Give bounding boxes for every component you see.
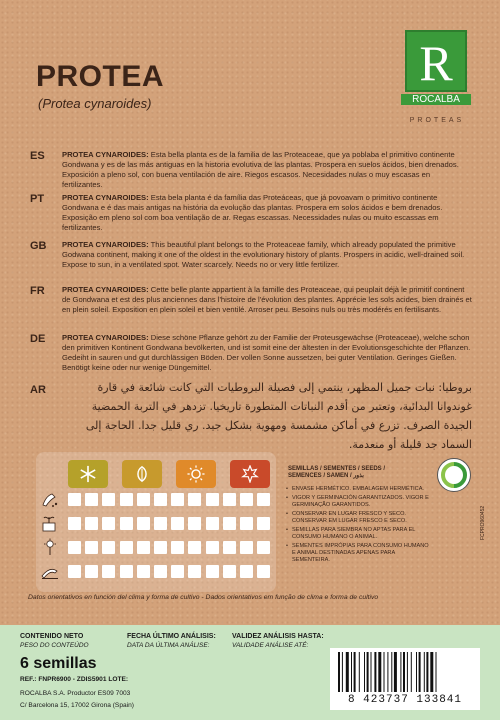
calendar-cell — [102, 517, 115, 530]
calendar-cell — [85, 493, 98, 506]
calendar-cell — [85, 517, 98, 530]
calendar-cell — [223, 541, 236, 554]
lang-code-pt: PT — [30, 193, 45, 205]
lang-code-es: ES — [30, 150, 45, 162]
calendar-cell — [154, 493, 167, 506]
calendar-cell — [120, 541, 133, 554]
logo-box — [405, 30, 467, 92]
calendar-cell — [102, 565, 115, 578]
snowflake-icon — [79, 465, 97, 483]
calendar-cell — [85, 541, 98, 554]
calendar-cell — [257, 517, 270, 530]
legend-title-line-1: SEMILLAS / SEMENTES / SEEDS / — [288, 466, 386, 472]
lang-text-gb — [62, 240, 472, 270]
calendar-cell — [206, 565, 219, 578]
net-content-label-pt: PESO DO CONTEÚDO — [20, 642, 89, 649]
calendar-cell — [154, 517, 167, 530]
flowering-icon — [40, 538, 60, 556]
calendar-cell — [257, 493, 270, 506]
analysis-date-label: FECHA ÚLTIMO ANÁLISIS: — [127, 633, 216, 640]
sowing-icon — [40, 490, 60, 508]
calendar-cell — [188, 565, 201, 578]
logo-line: PROTEAS — [409, 117, 465, 124]
season-autumn — [230, 460, 270, 488]
lang-text-de — [62, 333, 472, 373]
calendar-cell — [240, 493, 253, 506]
calendar-cell — [171, 541, 184, 554]
leaf-icon — [133, 465, 151, 483]
validity-label: VALIDEZ ANÁLISIS HASTA: — [232, 633, 324, 640]
lang-code-fr: FR — [30, 285, 45, 297]
calendar-cell — [223, 565, 236, 578]
calendar-cell — [68, 565, 81, 578]
species-name: PROTEA CYNAROIDES: — [62, 193, 149, 202]
lang-code-de: DE — [30, 333, 46, 345]
calendar-cell — [102, 541, 115, 554]
autumn-leaf-icon — [241, 465, 259, 483]
calendar-cell — [154, 565, 167, 578]
brand-logo — [405, 30, 467, 112]
calendar-cell — [188, 493, 201, 506]
species-name: PROTEA CYNAROIDES: — [62, 150, 149, 159]
description: Cette belle plante appartient à la famille des Proteaceae, qui peuplait déjà le primitif continent de Gondwana et est des plus anciennes dans l'histoire de l'évolution des plantes. Apprécie les sols acides, bien drainés et en plein soleil. Exposition en plein soleil et bien ventilé. Arroser peu. Besoins nuls ou très modérés en fertilisants. — [62, 285, 472, 314]
calendar-cell — [171, 517, 184, 530]
season-spring — [122, 460, 162, 488]
legend-item: • VIGOR Y GERMINACIÓN GARANTIZADOS. VIGOR E GERMINAÇÃO GARANTIDOS. — [286, 495, 431, 509]
legend-item: • ENVASE HERMÉTICO. EMBALAGEM HERMÉTICA. — [286, 486, 431, 493]
calendar-cell — [188, 541, 201, 554]
calendar-cell — [137, 493, 150, 506]
calendar-cell — [68, 541, 81, 554]
sun-icon — [187, 465, 205, 483]
barcode-number: 8 423737 133841 — [347, 694, 463, 706]
legend-title-line-2: SEMENCES / SAMEN / بذور — [288, 473, 364, 479]
season-summer — [176, 460, 216, 488]
producer: ROCALBA S.A. Productor ES09 7003 — [20, 690, 131, 697]
lang-text-pt — [62, 193, 472, 233]
calendar-cell — [85, 565, 98, 578]
page-subtitle: (Protea cynaroides) — [38, 96, 152, 111]
description: This beautiful plant belongs to the Proteaceae family, which already populated the primitive Godwana continent, making it one of the oldest in the evolutionary history of plants. Prospers in acidic, well-drained soil. Expose to sun, in a ventilated spot. Water scarcely. Needs no or very little fertilizer. — [62, 240, 465, 269]
legend-title — [288, 466, 385, 480]
calendar-cell — [137, 517, 150, 530]
calendar-cell — [137, 541, 150, 554]
lang-text-es — [62, 150, 472, 190]
green-dot-recycle-icon — [437, 458, 471, 492]
species-name: PROTEA CYNAROIDES: — [62, 285, 149, 294]
calendar-cell — [223, 517, 236, 530]
lang-text-fr — [62, 285, 472, 315]
calendar-cell — [223, 493, 236, 506]
calendar-cell — [206, 517, 219, 530]
calendar-cell — [120, 565, 133, 578]
description: Diese schöne Pflanze gehört zu der Familie der Proteusgewächse (Proteaceae), welche schon den primitiven Kontinent Gondwana bevölkerten, und ist somit eine der ältesten in der Evolutionsgeschichte der Pflanzen. Gedeiht in sauren und gut durchlässigen Böden. Der vollen Sonne aussetzen, bei guter Ventilation. Geringes Gießen. Benötigt keine oder nur wenige Düngemittel. — [62, 333, 471, 372]
lang-code-gb: GB — [30, 240, 47, 252]
season-winter — [68, 460, 108, 488]
calendar-cell — [68, 493, 81, 506]
calendar-cell — [188, 517, 201, 530]
address: C/ Barcelona 15, 17002 Girona (Spain) — [20, 702, 134, 709]
description: Esta bela planta é da família das Proteáceas, que já povoavam o primitivo continente Gondwana e é das mais antigas na história da evolução das plantas. Prospera em solos ácidos e bem drenados. Exposição em pleno sol com boa ventilação de ar. Regas escassas. Necessidades nulas ou muito escassas em fertilizantes. — [62, 193, 443, 232]
calendar-cell — [137, 565, 150, 578]
reference-lot: REF.: FNPR6900 - ZDIS5901 LOTE: — [20, 676, 129, 683]
calendar-cell — [240, 565, 253, 578]
description: Esta bella planta es de la familia de las Proteaceae, que ya poblaba el primitivo continente Gondwana y es de las más antiguas en la historia evolutiva de las plantas. Prospera en suelos ácidos, bien drenados. Exposición a pleno sol, con buena ventilación de aire. Riegos escasos. Necesidades nulas o muy escasas en fertilizantes. — [62, 150, 459, 189]
orientation-note: Datos orientativos en función del clima y forma de cultivo - Dados orientativos em função de clima e forma de cultivo — [28, 594, 379, 601]
species-name: PROTEA CYNAROIDES: — [62, 240, 149, 249]
calendar-cell — [102, 493, 115, 506]
lang-text-ar: بروطيا: نبات جميل المظهر، ينتمي إلى فصيلة البروطيات التي كانت شائعة في قارة غوندوانا البدائية، وتعتبر من أقدم النباتات المتطورة تاريخيا. تزدهر في التربة الحمضية الجيدة الصرف. تزرع في أماكن مشمسة ومهوية بشكل جيد. ري قليل جدا. الحاجة إلى السماد جد قليلة أو منعدمة. — [85, 381, 472, 451]
validity-label-pt: VALIDADE ANÁLISE ATÉ: — [232, 642, 309, 649]
species-name: PROTEA CYNAROIDES: — [62, 333, 149, 342]
logo-letter: R — [419, 35, 453, 91]
legend-item: • CONSERVAR EN LUGAR FRESCO Y SECO. CONSERVAR EM LUGAR FRESCO E SECO. — [286, 511, 431, 525]
calendar-cell — [171, 493, 184, 506]
legend-item: • SEMILLAS PARA SIEMBRA NO APTAS PARA EL CONSUMO HUMANO O ANIMAL. — [286, 527, 431, 541]
legend-item: • SEMENTES IMPRÓPIAS PARA CONSUMO HUMANO E ANIMAL DESTINADAS APENAS PARA SEMENTEIRA. — [286, 543, 431, 564]
calendar-cell — [240, 517, 253, 530]
analysis-date-label-pt: DATA DA ÚLTIMA ANÁLISE: — [127, 642, 210, 649]
harvest-icon — [40, 562, 60, 580]
calendar-cell — [206, 541, 219, 554]
logo-brand-name: ROCALBA — [401, 94, 471, 105]
vertical-code: FCPRO960452 — [480, 505, 486, 540]
calendar-cell — [154, 541, 167, 554]
calendar-cell — [120, 517, 133, 530]
lang-code-ar: AR — [30, 384, 46, 396]
transplant-icon — [40, 514, 60, 532]
calendar-cell — [257, 541, 270, 554]
calendar-cell — [171, 565, 184, 578]
calendar-cell — [240, 541, 253, 554]
barcode — [330, 648, 480, 710]
calendar-cell — [257, 565, 270, 578]
calendar-cell — [120, 493, 133, 506]
net-content-value: 6 semillas — [20, 655, 97, 672]
calendar-cell — [68, 517, 81, 530]
seed-legend — [286, 486, 431, 566]
calendar-cell — [206, 493, 219, 506]
barcode-bars — [338, 652, 472, 692]
net-content-label: CONTENIDO NETO — [20, 633, 84, 640]
page-title: PROTEA — [36, 60, 165, 93]
